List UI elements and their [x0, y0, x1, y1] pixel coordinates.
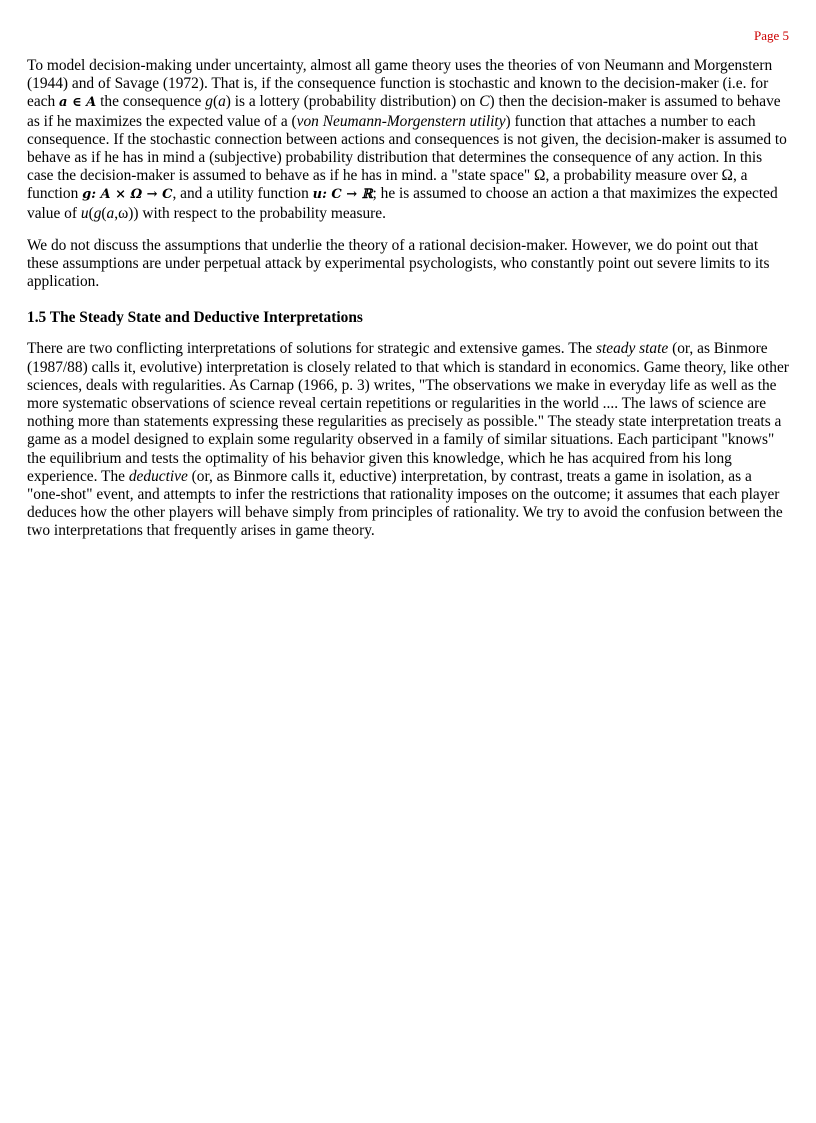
- math-symbol: u: [80, 204, 89, 222]
- paragraph-decision-making: [27, 57, 789, 223]
- math-symbol: C: [479, 93, 490, 111]
- math-symbol: a: [218, 93, 226, 111]
- paragraph-interpretations: [27, 340, 789, 540]
- text-run: ,: [114, 204, 119, 222]
- math-symbol: g: [205, 93, 213, 111]
- math-function-g: g: A × Ω → C: [82, 187, 173, 203]
- text-run: , and a utility function: [172, 185, 313, 203]
- text-run: is a lottery (probability distribution) on: [230, 93, 480, 111]
- text-run: (: [101, 204, 107, 222]
- emphasis: von Neumann-Morgenstern utility: [296, 112, 506, 130]
- text-run: ) then the decision-maker is assumed to behave as if he maximizes the expected value of a (: [27, 93, 781, 130]
- text-run: There are two conflicting interpretations of solutions for strategic and extensive games. The: [27, 340, 596, 358]
- math-symbol: a: [59, 95, 68, 111]
- text-run: (or, as Binmore calls it, eductive) interpretation, by contrast, treats a game in isolation, as a "one-shot" event, and attempts to infer the restrictions that rationality imposes on the outcome; it assumes that each player deduces how the other players will behave simply from principles of rationality. We try to avoid the confusion between the two interpretations that frequently arises in game theory.: [27, 467, 783, 540]
- text-run: with respect to the probability measure.: [138, 204, 386, 222]
- math-symbol: ∈: [67, 95, 87, 111]
- section-heading: 1.5 The Steady State and Deductive Interpretations: [27, 309, 363, 327]
- math-symbol: ω: [118, 204, 129, 222]
- text-run: (or, as Binmore (1987/88) calls it, evolutive) interpretation is closely related to that which is standard in economics. Game theory, like other sciences, deals with regularities. As Carnap (1966, p. 3) writes, "The observations we make in everyday life as well as the more systematic observations of science reveal certain repetitions or regularities in the world .... The laws of science are nothing more than statements expressing these regularities as precisely as possible." The steady state interpretation treats a game as a model designed to explain some regularity observed in a family of similar situations. Each participant "knows" the equilibrium and tests the optimality of his behavior given this knowledge, which he has acquired from his long experience. The: [27, 340, 789, 485]
- paragraph-assumptions: We do not discuss the assumptions that underlie the theory of a rational decision-maker. However, we do point out that these assumptions are under perpetual attack by experimental psychologists, who constantly point out severe limits to its application.: [27, 236, 770, 291]
- emphasis: steady state: [596, 340, 669, 358]
- math-symbol: A: [86, 95, 97, 111]
- text-run: ): [225, 93, 231, 111]
- emphasis: deductive: [128, 467, 188, 485]
- math-a-in-A: [59, 95, 96, 110]
- page-number: Page 5: [753, 28, 789, 43]
- text-run: the consequence: [96, 93, 206, 111]
- text-run: ) function that attaches a number to each consequence. If the stochastic connection between actions and consequences is not given, the decision-maker is assumed to behave as if he has in mind a (subjective) probability distribution that determines the consequence of any action. In this case the decision-maker is assumed to behave as if he has in mind. a "state space" Ω, a probability measure over Ω, a function: [27, 112, 787, 203]
- text-run: ; he is assumed to choose an action a that maximizes the expected value of: [27, 185, 778, 222]
- text-run: (: [212, 93, 219, 111]
- text-run: )): [128, 204, 139, 222]
- text-run: To model decision-making under uncertainty, almost all game theory uses the theories of von Neumann and Morgenstern (1944) and of Savage (1972). That is, if the consequence function is stochastic and known to the decision-maker (i.e. for each: [27, 57, 773, 111]
- math-symbol: g: [93, 204, 102, 222]
- document-body: [27, 57, 789, 555]
- text-run: (: [88, 204, 94, 222]
- math-function-u: u: C → ℝ: [312, 187, 373, 203]
- math-symbol: a: [106, 204, 115, 222]
